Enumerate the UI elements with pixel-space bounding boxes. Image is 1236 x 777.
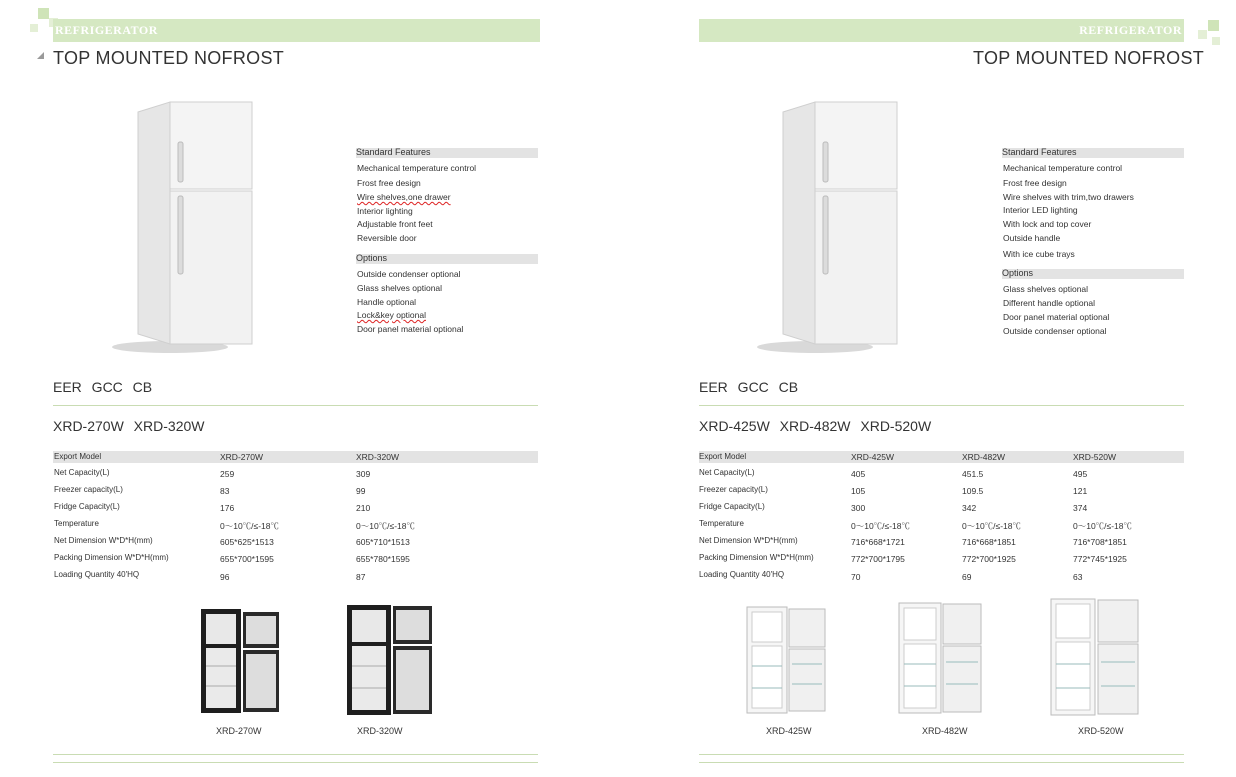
standard-features-heading: Standard Features <box>1002 148 1184 158</box>
table-cell: 772*700*1925 <box>962 554 1016 564</box>
table-label: Net Capacity(L) <box>54 468 110 477</box>
table-label: Net Capacity(L) <box>699 468 755 477</box>
table-cell: XRD-425W <box>851 452 894 462</box>
deco-square <box>1212 37 1220 45</box>
feature-item: Mechanical temperature control <box>1003 163 1123 173</box>
table-label: Fridge Capacity(L) <box>699 502 765 511</box>
table-cell: 655*700*1595 <box>220 554 274 564</box>
image-caption: XRD-520W <box>1078 726 1124 736</box>
section-banner: REFRIGERATOR <box>53 19 540 42</box>
table-cell: 716*668*1721 <box>851 537 905 547</box>
table-cell: 70 <box>851 572 861 582</box>
divider <box>699 754 1184 755</box>
table-cell: 109.5 <box>962 486 984 496</box>
table-header-bar <box>53 451 538 463</box>
page-title: TOP MOUNTED NOFROST <box>973 48 1205 68</box>
option-item: Different handle optional <box>1003 298 1095 308</box>
table-cell: 0～10℃/≤-18℃ <box>220 521 279 531</box>
image-caption: XRD-320W <box>357 726 403 736</box>
table-cell: 716*708*1851 <box>1073 537 1127 547</box>
table-cell: 121 <box>1073 486 1088 496</box>
option-item: Handle optional <box>357 297 417 307</box>
table-label: Temperature <box>699 519 744 528</box>
table-label: Export Model <box>699 452 747 461</box>
image-caption: XRD-270W <box>216 726 262 736</box>
divider <box>53 762 538 763</box>
table-label: Export Model <box>54 452 102 461</box>
fridge-open-image <box>198 606 284 716</box>
table-cell: 374 <box>1073 503 1088 513</box>
table-cell: 105 <box>851 486 866 496</box>
table-cell: 405 <box>851 469 866 479</box>
table-cell: 176 <box>220 503 235 513</box>
section-banner: REFRIGERATOR <box>699 19 1184 42</box>
model-list: XRD-425W XRD-482W XRD-520W <box>699 418 932 434</box>
table-cell: 259 <box>220 469 235 479</box>
image-caption: XRD-425W <box>766 726 812 736</box>
table-cell: XRD-482W <box>962 452 1005 462</box>
fridge-main-image <box>110 98 270 356</box>
feature-item: Wire shelves with trim,two drawers <box>1003 192 1134 202</box>
fridge-open-image <box>344 602 436 718</box>
table-cell: 0～10℃/≤-18℃ <box>356 521 415 531</box>
feature-item: Wire shelves,one drawer <box>357 192 451 202</box>
table-cell: 772*700*1795 <box>851 554 905 564</box>
fridge-open-image <box>744 604 830 716</box>
option-item: Glass shelves optional <box>357 283 443 293</box>
table-cell: 0～10℃/≤-18℃ <box>962 521 1021 531</box>
option-item: Door panel material optional <box>1003 312 1110 322</box>
table-label: Loading Quantity 40'HQ <box>699 570 785 579</box>
feature-item: With ice cube trays <box>1003 249 1075 259</box>
table-cell: 655*780*1595 <box>356 554 410 564</box>
feature-item: Mechanical temperature control <box>357 163 477 173</box>
table-label: Loading Quantity 40'HQ <box>54 570 140 579</box>
table-cell: 300 <box>851 503 866 513</box>
fridge-main-image <box>755 98 915 356</box>
table-cell: XRD-320W <box>356 452 399 462</box>
model-list: XRD-270W XRD-320W <box>53 418 205 434</box>
option-item: Door panel material optional <box>357 324 464 334</box>
deco-square <box>1198 30 1207 39</box>
table-cell: 716*668*1851 <box>962 537 1016 547</box>
table-cell: 99 <box>356 486 366 496</box>
option-item: Outside condenser optional <box>1003 326 1107 336</box>
table-cell: 772*745*1925 <box>1073 554 1127 564</box>
feature-item: Interior lighting <box>357 206 413 216</box>
table-label: Freezer capacity(L) <box>699 485 768 494</box>
table-label: Packing Dimension W*D*H(mm) <box>699 553 814 562</box>
table-cell: 0～10℃/≤-18℃ <box>1073 521 1132 531</box>
table-cell: 63 <box>1073 572 1083 582</box>
table-cell: 342 <box>962 503 977 513</box>
table-label: Fridge Capacity(L) <box>54 502 120 511</box>
table-label: Packing Dimension W*D*H(mm) <box>54 553 169 562</box>
feature-item: Frost free design <box>357 178 421 188</box>
options-heading: Options <box>356 254 538 264</box>
fridge-open-image <box>1048 596 1144 718</box>
table-label: Net Dimension W*D*H(mm) <box>699 536 798 545</box>
fridge-open-image <box>896 600 986 716</box>
divider <box>53 754 538 755</box>
table-cell: 69 <box>962 572 972 582</box>
divider <box>53 405 538 406</box>
option-item: Lock&key optional <box>357 310 426 320</box>
deco-square <box>30 24 38 32</box>
certifications: EER GCC CB <box>699 379 799 395</box>
divider <box>699 405 1184 406</box>
option-item: Outside condenser optional <box>357 269 461 279</box>
page-title: TOP MOUNTED NOFROST <box>53 48 285 68</box>
feature-item: Interior LED lighting <box>1003 205 1078 215</box>
table-label: Temperature <box>54 519 99 528</box>
standard-features-heading: Standard Features <box>356 148 538 158</box>
option-item: Glass shelves optional <box>1003 284 1089 294</box>
feature-item: Frost free design <box>1003 178 1067 188</box>
table-label: Freezer capacity(L) <box>54 485 123 494</box>
table-cell: 87 <box>356 572 366 582</box>
table-cell: 210 <box>356 503 371 513</box>
triangle-icon <box>37 52 44 59</box>
certifications: EER GCC CB <box>53 379 153 395</box>
feature-item: Reversible door <box>357 233 417 243</box>
table-cell: XRD-270W <box>220 452 263 462</box>
table-cell: 0～10℃/≤-18℃ <box>851 521 910 531</box>
options-heading: Options <box>1002 269 1184 279</box>
table-cell: 83 <box>220 486 230 496</box>
table-cell: 495 <box>1073 469 1088 479</box>
table-cell: 451.5 <box>962 469 984 479</box>
deco-square <box>38 8 49 19</box>
table-cell: 96 <box>220 572 230 582</box>
divider <box>699 762 1184 763</box>
table-cell: 605*625*1513 <box>220 537 274 547</box>
deco-square <box>1208 20 1219 31</box>
table-cell: 605*710*1513 <box>356 537 410 547</box>
table-cell: 309 <box>356 469 371 479</box>
feature-item: Outside handle <box>1003 233 1061 243</box>
feature-item: With lock and top cover <box>1003 219 1092 229</box>
feature-item: Adjustable front feet <box>357 219 433 229</box>
table-cell: XRD-520W <box>1073 452 1116 462</box>
image-caption: XRD-482W <box>922 726 968 736</box>
table-label: Net Dimension W*D*H(mm) <box>54 536 153 545</box>
